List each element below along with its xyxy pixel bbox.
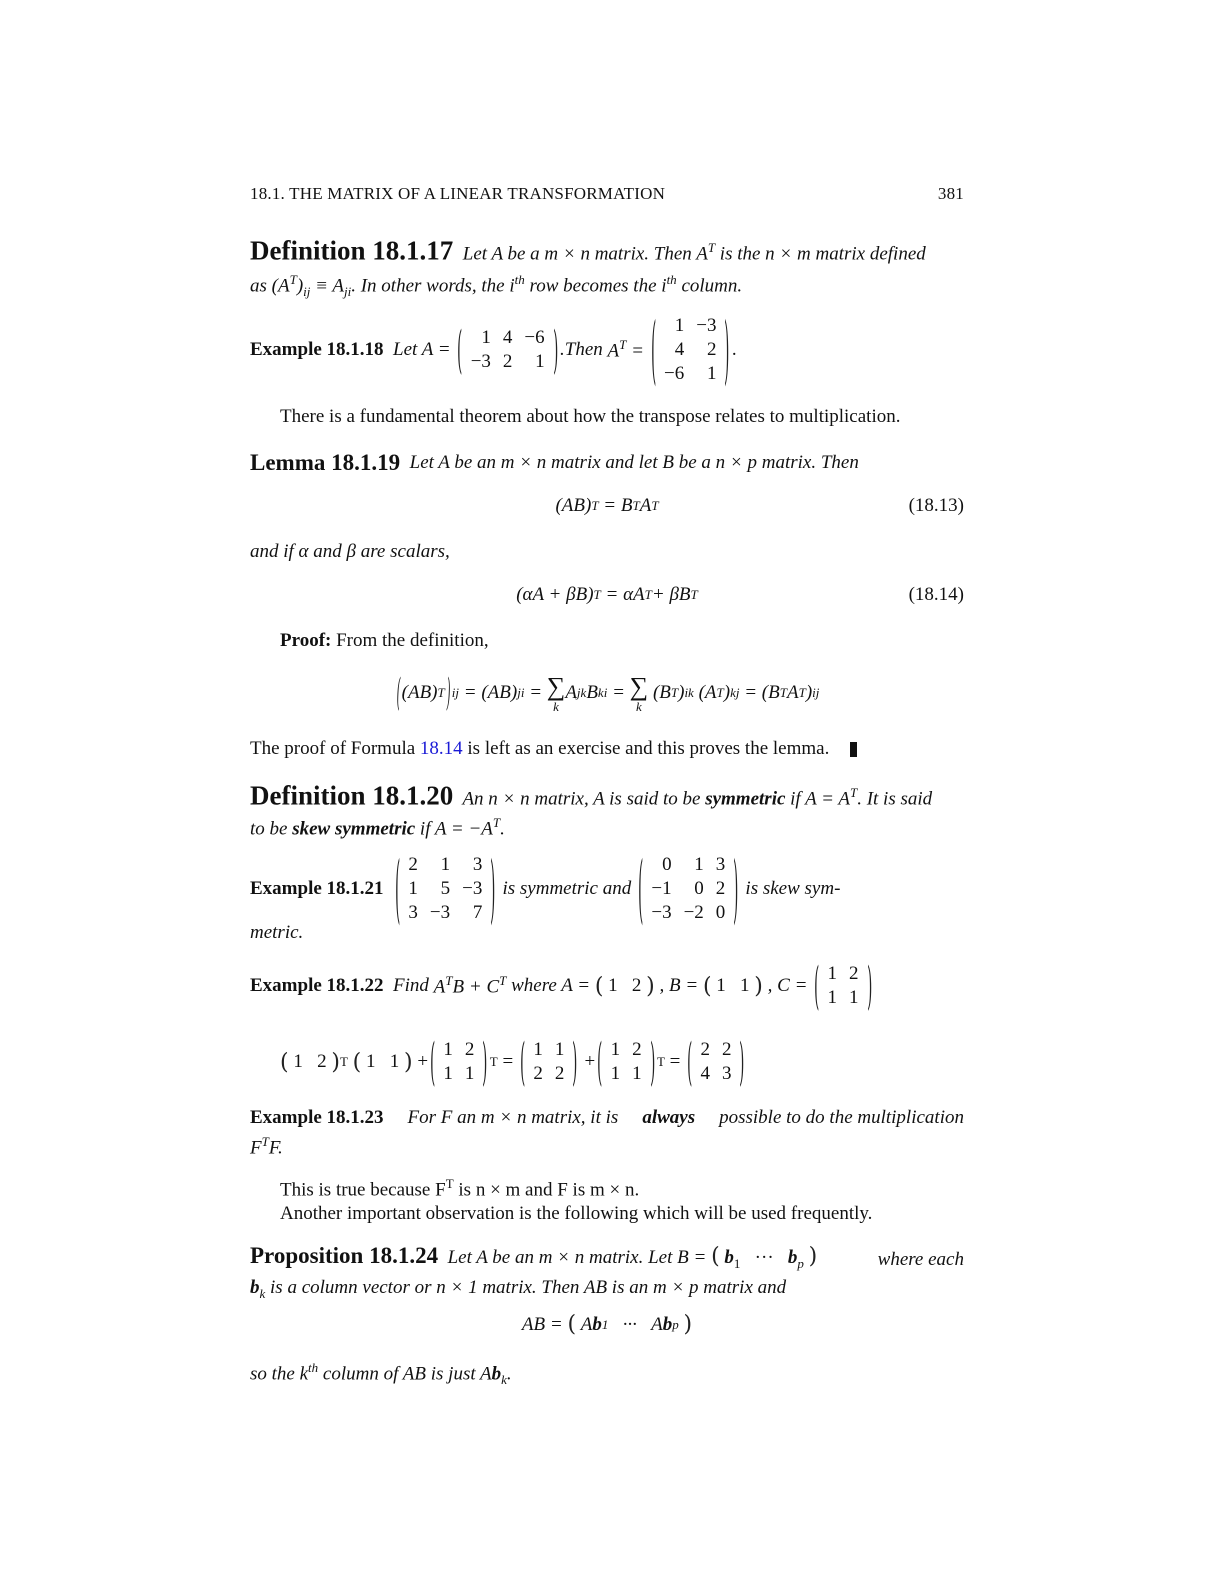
proposition-equation: AB = ( A b 1 ··· A b p ) xyxy=(521,1312,693,1337)
qed-icon xyxy=(850,742,857,757)
matrix-a-transpose: 1 −3 4 2 −6 1 xyxy=(664,315,717,384)
proposition-18-1-24: Proposition 18.1.24 Let A be an m × n matrix. Let B = ( $b_1$ ··· $b_p$ ) where each $b_k$ is a column vector or n × 1 matrix. Then AB is an m × p matrix and xyxy=(250,1243,964,1301)
matrix-c: 1 2 1 1 xyxy=(827,963,859,1008)
term-always: always xyxy=(642,1107,696,1128)
equation-number: (18.13) xyxy=(908,495,964,516)
equation-18-13: (AB) T = B T A T (18.13) xyxy=(555,495,964,516)
example-text: For F an m × n matrix, it is xyxy=(407,1107,619,1128)
matrix-a: 1 4 −6 −3 2 1 xyxy=(470,327,545,372)
definition-label: Definition 18.1.17 xyxy=(250,235,454,266)
example-18-1-21: Example 18.1.21 ( 2 1 3 1 5 −3 3 −3 7 ) is symmetric and ( 0 1 3 −1 0 2 −3 −2 0 ) is skew sym- xyxy=(250,845,841,933)
skew-symmetric-matrix: 0 1 3 −1 0 2 −3 −2 0 xyxy=(651,854,726,923)
term-symmetric: symmetric xyxy=(705,788,786,810)
definition-text-6: column. xyxy=(681,275,743,297)
example-text-2: is skew sym- xyxy=(745,878,841,899)
example-text-2: possible to do the multiplication xyxy=(719,1107,964,1128)
example-label: Example 18.1.18 xyxy=(250,339,384,360)
symmetric-matrix: 2 1 3 1 5 −3 3 −3 7 xyxy=(408,854,483,923)
example-text: Find xyxy=(393,975,429,996)
proof-end-text-2: is left as an exercise and this proves the lemma. xyxy=(467,738,830,759)
lemma-label: Lemma 18.1.19 xyxy=(250,450,401,475)
example-metric: metric. xyxy=(250,922,304,943)
definition-text-2: is the n × m matrix defined xyxy=(719,243,926,265)
example-label: Example 18.1.23 xyxy=(250,1107,384,1128)
equation-number: (18.14) xyxy=(908,584,964,605)
lemma-scalars: and if α and β are scalars, xyxy=(250,541,450,562)
definition-text-4: In other words, the xyxy=(360,275,505,297)
proof-text: From the definition, xyxy=(336,630,489,651)
reason-text: This is true because F xyxy=(280,1179,446,1201)
proposition-label: Proposition 18.1.24 xyxy=(250,1243,439,1268)
proof-label: Proof: xyxy=(280,630,332,651)
example-text: Let A = xyxy=(393,339,451,360)
lemma-18-1-19 xyxy=(250,450,964,476)
solution-result: 2 2 4 3 xyxy=(700,1039,732,1084)
example-18-1-22: Example 18.1.22 Find $A^TB + C^T$ where A = ( 1 2 ) , B = ( 1 1 ) , C = ( 1 2 1 1 ) xyxy=(250,956,872,1016)
paragraph-transpose: There is a fundamental theorem about how the transpose relates to multiplication. xyxy=(280,406,901,427)
example-text: is symmetric and xyxy=(502,878,632,899)
example-then: .Then xyxy=(560,339,603,360)
proposition-text: Let A be an m × n matrix. Let B = xyxy=(447,1247,707,1268)
definition-text-3: It is said xyxy=(866,788,933,810)
example-22-solution: ( 1 2 ) T ( 1 1 ) + ( 1 2 1 1 ) T = ( 1 1 2 2 ) + ( 1 2 1 1 ) T = ( 2 2 4 3 ) xyxy=(280,1032,745,1092)
proposition-closing: so the $k^{th}$ column of AB is just $Ab_k$. xyxy=(250,1360,512,1388)
proposition-text-2: where each xyxy=(877,1248,964,1270)
proof-start xyxy=(250,630,964,652)
example-18-1-18: Example 18.1.18 Let A = ( 1 4 −6 −3 2 1 ) .Then $A^T$ = ( 1 −3 4 2 −6 1 ) . xyxy=(250,306,737,394)
proof-end xyxy=(250,738,964,760)
definition-text-3: as xyxy=(250,275,267,297)
solution-product: 1 1 2 2 xyxy=(533,1039,565,1084)
closing-text-2: column of AB is just A xyxy=(322,1363,492,1385)
proof-end-text: The proof of Formula xyxy=(250,738,416,759)
proof-equation: ( (AB) T ) ij = (AB) ji = ∑ k A jk B ki = ∑ k (B T ) ik (A T ) kj = (B T A T ) ij xyxy=(396,670,820,716)
solution-c: 1 2 1 1 xyxy=(443,1039,475,1084)
formula-link[interactable]: 18.14 xyxy=(419,738,463,759)
example-label: Example 18.1.22 xyxy=(250,975,384,996)
example-where: where A = xyxy=(511,975,591,996)
example-label: Example 18.1.21 xyxy=(250,878,384,899)
reason-text-2: is n × m and F is m × n. xyxy=(458,1179,640,1201)
example-23-reason: This is true because $F^T$ is n × m and F is m × n. Another important observation is the following which will be used frequently. xyxy=(250,1176,964,1225)
section-title: 18.1. THE MATRIX OF A LINEAR TRANSFORMATION xyxy=(250,184,666,203)
observation-text: Another important observation is the following which will be used frequently. xyxy=(280,1203,873,1225)
definition-18-1-20: Definition 18.1.20 An n × n matrix, A is said to be symmetric if $A = A^T$. It is said to be skew symmetric if $A = -A^T$. xyxy=(250,780,933,840)
term-skew-symmetric: skew symmetric xyxy=(292,818,416,840)
example-text-3: F xyxy=(250,1137,262,1159)
page xyxy=(250,0,964,1584)
definition-text-5: if A = −A xyxy=(419,818,493,840)
definition-text-4: to be xyxy=(250,818,288,840)
solution-c-2: 1 2 1 1 xyxy=(610,1039,642,1084)
page-number: 381 xyxy=(937,184,964,203)
definition-text: An n × n matrix, A is said to be xyxy=(462,788,701,810)
lemma-text: Let A be an m × n matrix and let B be a n × p matrix. Then xyxy=(409,452,859,473)
equation-18-14: (αA + βB) T = αA T + βB T (18.14) xyxy=(516,584,964,605)
definition-text: Let A be a m × n matrix. Then xyxy=(462,243,692,265)
example-18-1-23: Example 18.1.23 For F an m × n matrix, it is always possible to do the multiplication $F^TF$. xyxy=(250,1107,964,1159)
closing-text: so the xyxy=(250,1363,295,1385)
proposition-text-3: is a column vector or n × 1 matrix. Then AB is an m × p matrix and xyxy=(270,1276,787,1298)
definition-label: Definition 18.1.20 xyxy=(250,780,454,811)
definition-text-5: row becomes the xyxy=(529,275,657,297)
running-header xyxy=(250,184,964,204)
definition-18-1-17: Definition 18.1.17 Let A be a m × n matrix. Then $A^T$ is the n × m matrix defined as $(A^T)_{ij} \equiv A_{ji}$. In other words, the $i^{th}$ row becomes the $i^{th}$ column. xyxy=(250,235,926,300)
